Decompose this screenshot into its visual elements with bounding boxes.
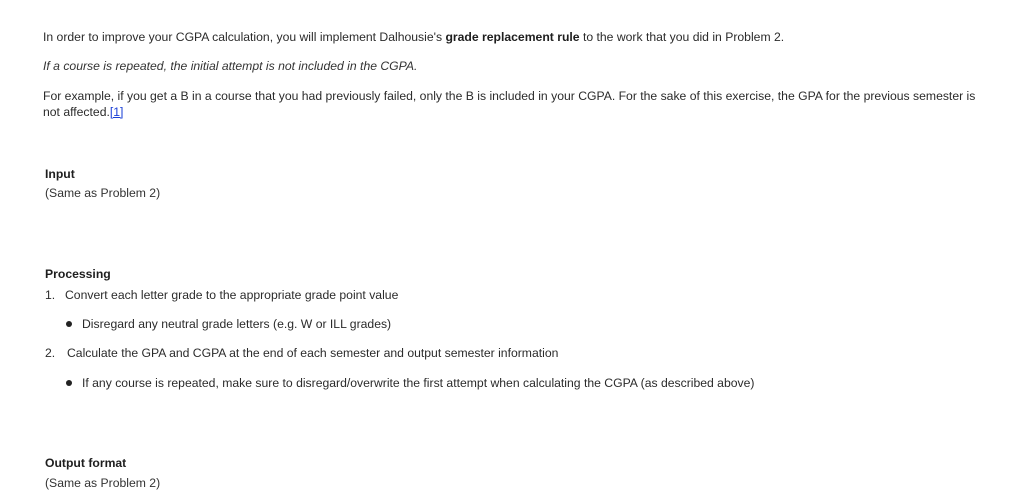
output-text: (Same as Problem 2) xyxy=(45,476,161,490)
intro-text-after: to the work that you did in Problem 2. xyxy=(579,30,785,44)
example-paragraph xyxy=(43,88,993,120)
bullet-icon xyxy=(66,321,72,327)
rule-statement: If a course is repeated, the initial attempt is not included in the CGPA. xyxy=(43,59,418,73)
intro-paragraph xyxy=(43,29,784,45)
step-text: Calculate the GPA and CGPA at the end of each semester and output semester information xyxy=(67,346,559,360)
bullet-text: Disregard any neutral grade letters (e.g. W or ILL grades) xyxy=(82,317,392,331)
processing-heading: Processing xyxy=(45,267,111,281)
step-text: Convert each letter grade to the appropriate grade point value xyxy=(65,288,399,302)
step-number: 1. xyxy=(45,288,56,302)
input-heading: Input xyxy=(45,167,75,181)
intro-text-before: In order to improve your CGPA calculation, you will implement Dalhousie's xyxy=(43,30,446,44)
footnote-link[interactable]: [1] xyxy=(109,105,124,119)
intro-bold-term: grade replacement rule xyxy=(445,30,580,44)
output-heading: Output format xyxy=(45,456,127,470)
step-number: 2. xyxy=(45,346,56,360)
bullet-text: If any course is repeated, make sure to disregard/overwrite the first attempt when calculating the CGPA (as described above) xyxy=(82,376,755,390)
example-text: For example, if you get a B in a course that you had previously failed, only the B is included in your CGPA. For the sake of this exercise, the GPA for the previous semester is not affected. xyxy=(43,89,976,119)
input-text: (Same as Problem 2) xyxy=(45,186,161,200)
bullet-icon xyxy=(66,380,72,386)
